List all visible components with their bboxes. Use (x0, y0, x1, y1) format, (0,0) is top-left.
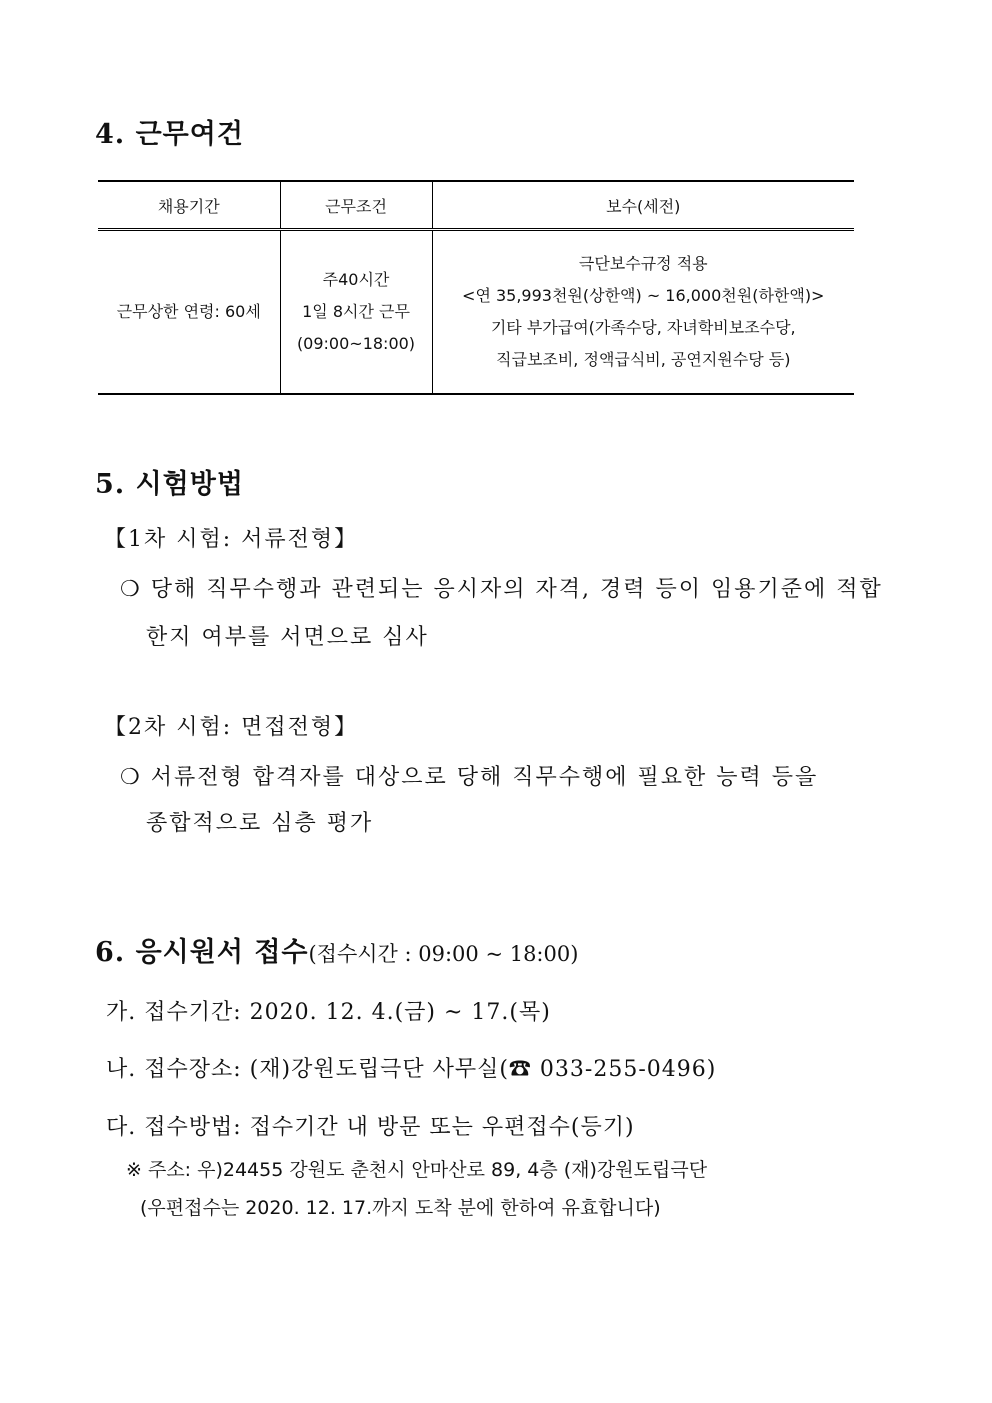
application-item: 나. 접수장소: (재)강원도립극단 사무실(☎ 033-255-0496) (106, 1057, 717, 1082)
header-conditions: 근무조건 (280, 181, 432, 230)
cell-period (98, 230, 280, 395)
pay-line: <연 35,993천원(상한액) ~ 16,000천원(하한액)> (462, 286, 825, 305)
pay-line: 직급보조비, 정액급식비, 공연지원수당 등) (496, 350, 791, 369)
stage1-line: ❍ 당해 직무수행과 관련되는 응시자의 자격, 경력 등이 임용기준에 적합 (120, 577, 883, 602)
stage1-line: 한지 여부를 서면으로 심사 (146, 625, 429, 650)
cell-pay (432, 230, 854, 395)
condition-line: 주40시간 (322, 270, 390, 289)
section6-title-text: 6. 응시원서 접수 (95, 937, 309, 968)
stage2-label: 【2차 시험: 면접전형】 (104, 715, 359, 740)
cell-conditions (280, 230, 432, 395)
mail-note: (우편접수는 2020. 12. 17.까지 도착 분에 한하여 유효합니다) (140, 1197, 661, 1219)
section6-title (95, 930, 578, 969)
address-note: ※ 주소: 우)24455 강원도 춘천시 안마산로 89, 4층 (재)강원도립극단 (126, 1159, 708, 1181)
pay-line: 기타 부가급여(가족수당, 자녀학비보조수당, (490, 318, 796, 337)
application-item: 가. 접수기간: 2020. 12. 4.(금) ~ 17.(목) (106, 1000, 551, 1025)
section5-title: 5. 시험방법 (95, 469, 244, 500)
work-conditions-table (98, 180, 854, 395)
section6-subtitle: (접수시간 : 09:00 ~ 18:00) (308, 942, 579, 966)
header-pay: 보수(세전) (432, 181, 854, 230)
condition-line: (09:00~18:00) (296, 334, 416, 353)
stage1-label: 【1차 시험: 서류전형】 (104, 527, 359, 552)
header-period: 채용기간 (98, 181, 280, 230)
table-row (98, 230, 854, 395)
pay-line: 극단보수규정 적용 (578, 254, 708, 273)
condition-line: 1일 8시간 근무 (302, 302, 410, 321)
section4-title: 4. 근무여건 (95, 119, 244, 150)
stage2-line: 종합적으로 심층 평가 (146, 811, 374, 836)
period-text: 근무상한 연령: 60세 (116, 302, 261, 321)
application-item: 다. 접수방법: 접수기간 내 방문 또는 우편접수(등기) (106, 1115, 635, 1140)
stage2-line: ❍ 서류전형 합격자를 대상으로 당해 직무수행에 필요한 능력 등을 (120, 765, 819, 790)
table-header-row (98, 181, 854, 230)
